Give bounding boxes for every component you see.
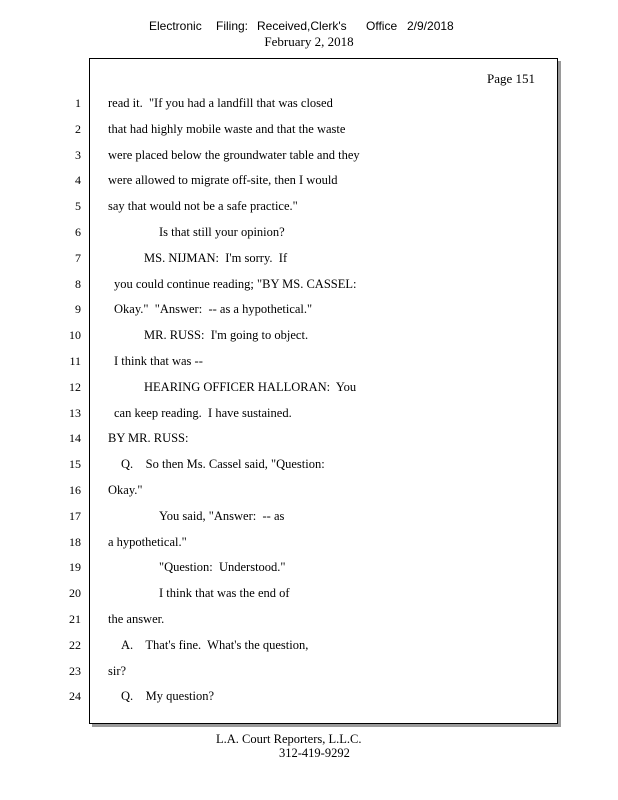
line-text: say that would not be a safe practice." (108, 199, 298, 214)
stamp-date: 2/9/2018 (407, 19, 454, 33)
line-text: a hypothetical." (108, 534, 187, 549)
line-text: the answer. (108, 612, 165, 626)
line-text: I think that was the end of (159, 586, 290, 601)
line-number: 13 (69, 405, 81, 420)
stamp-electronic: Electronic (149, 19, 202, 33)
line-text: Is that still your opinion? (159, 225, 285, 239)
footer-phone: 312-419-9292 (279, 746, 350, 760)
line-number: 11 (69, 354, 81, 368)
line-text: A. That's fine. What's the question, (121, 637, 309, 652)
line-number: 7 (75, 250, 81, 265)
line-number: 9 (75, 302, 81, 317)
line-number: 10 (69, 328, 81, 343)
line-number: 2 (75, 121, 81, 136)
line-text: Q. My question? (121, 689, 215, 704)
line-text: MR. RUSS: I'm going to object. (144, 328, 309, 343)
page-number: Page 151 (486, 71, 535, 86)
line-text: you could continue reading; "BY MS. CASSEL: (114, 276, 357, 291)
line-number: 17 (69, 508, 81, 523)
stamp-filing: Filing: (216, 19, 249, 33)
line-number: 21 (69, 612, 81, 626)
line-text: "Question: Understood." (159, 560, 286, 575)
stamp-received: Received,Clerk's (257, 19, 347, 33)
stamp-office: Office (366, 19, 398, 33)
line-text: BY MR. RUSS: (108, 431, 189, 446)
line-number: 12 (69, 379, 81, 394)
line-text: read it. "If you had a landfill that was closed (108, 96, 333, 110)
line-number: 15 (69, 457, 81, 472)
line-number: 14 (69, 431, 81, 446)
line-number: 18 (69, 534, 81, 549)
line-text: You said, "Answer: -- as (159, 508, 285, 523)
line-text: sir? (108, 663, 127, 678)
line-text: I think that was -- (114, 354, 203, 368)
line-text: were placed below the groundwater table and they (108, 147, 360, 162)
line-text: MS. NIJMAN: I'm sorry. If (144, 250, 288, 265)
line-text: were allowed to migrate off-site, then I would (108, 173, 338, 188)
line-text: can keep reading. I have sustained. (114, 405, 292, 420)
line-text: that had highly mobile waste and that the waste (108, 121, 346, 136)
line-number: 1 (75, 96, 81, 110)
line-number: 22 (69, 637, 81, 652)
line-number: 20 (69, 586, 81, 601)
line-text: Okay." "Answer: -- as a hypothetical." (114, 302, 313, 317)
line-text: Okay." (108, 483, 143, 497)
line-number: 8 (75, 276, 81, 291)
transcript-page (69, 58, 558, 724)
line-number: 24 (69, 689, 81, 704)
line-number: 16 (69, 483, 81, 497)
line-number: 23 (69, 663, 81, 678)
line-number: 6 (75, 225, 81, 239)
line-number: 19 (69, 560, 81, 575)
header-date: February 2, 2018 (264, 34, 354, 49)
line-number: 4 (75, 173, 81, 188)
line-number: 5 (75, 199, 81, 214)
line-text: Q. So then Ms. Cassel said, "Question: (121, 457, 325, 472)
line-number: 3 (75, 147, 81, 162)
line-text: HEARING OFFICER HALLORAN: You (144, 379, 357, 394)
footer-company: L.A. Court Reporters, L.L.C. (216, 732, 362, 746)
